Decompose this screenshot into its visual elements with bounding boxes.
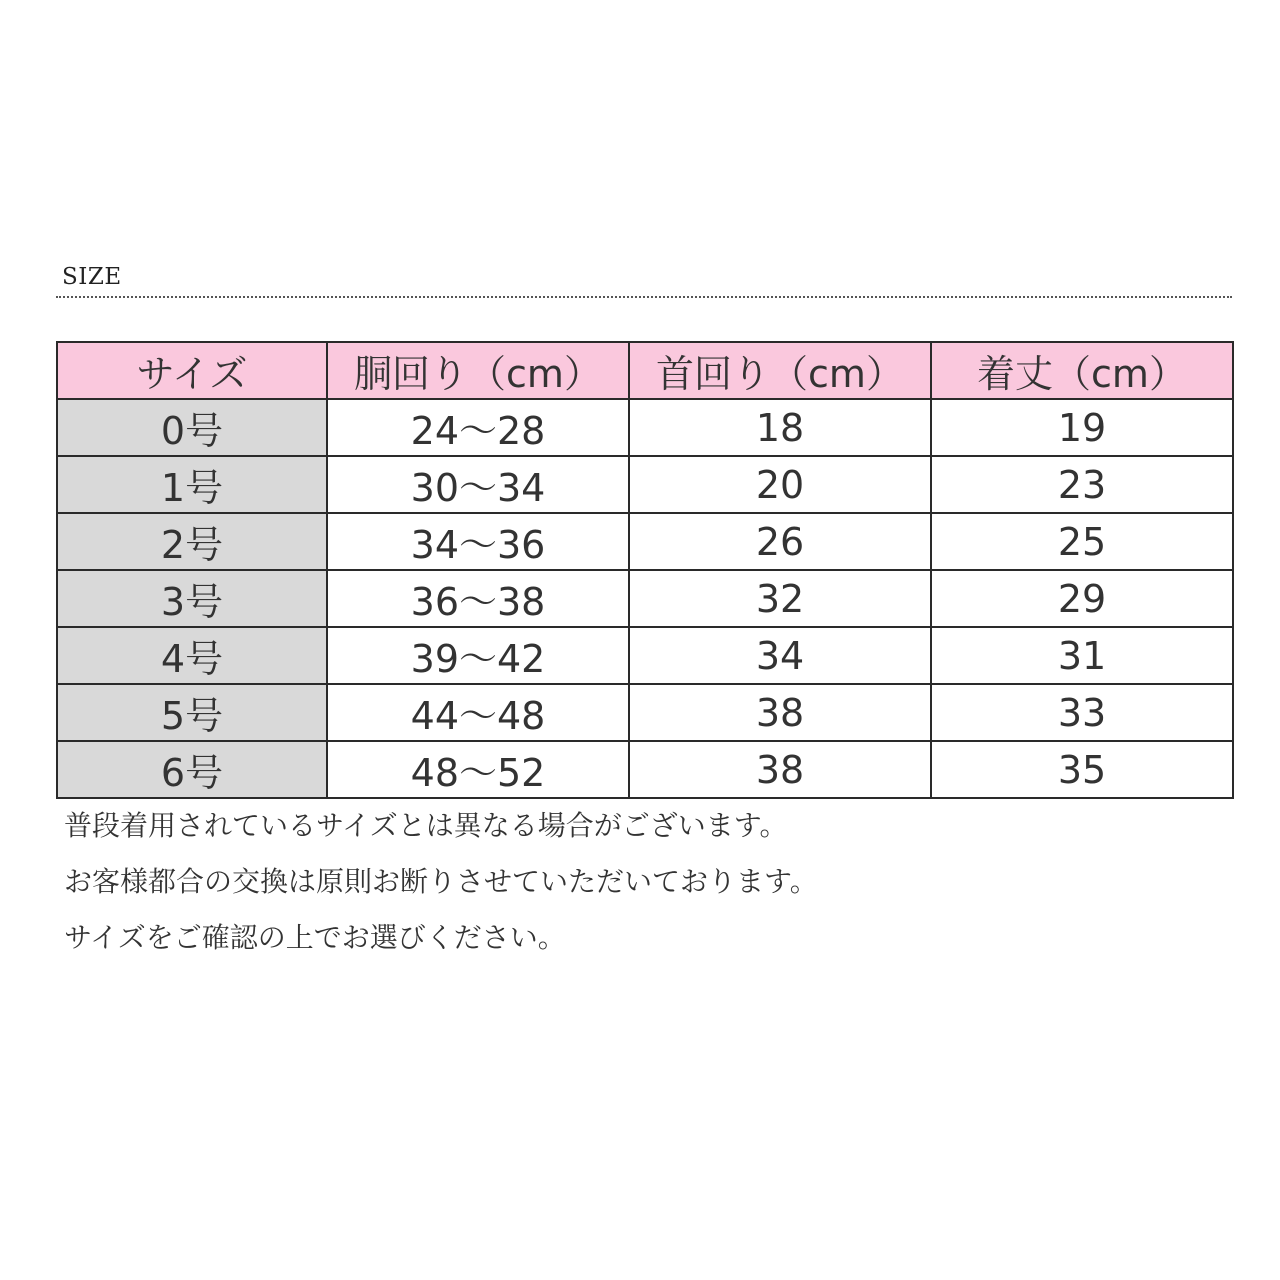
table-row — [57, 741, 1233, 798]
size-label: 3号 — [57, 570, 327, 627]
waist-value: 48～52 — [327, 741, 629, 798]
size-label: 6号 — [57, 741, 327, 798]
table-header-row — [57, 342, 1233, 399]
waist-value: 34～36 — [327, 513, 629, 570]
header-neck: 首回り（cm） — [629, 342, 931, 399]
length-value: 29 — [931, 570, 1233, 627]
table-row — [57, 627, 1233, 684]
length-value: 19 — [931, 399, 1233, 456]
size-label: 0号 — [57, 399, 327, 456]
neck-value: 38 — [629, 684, 931, 741]
neck-value: 20 — [629, 456, 931, 513]
neck-value: 38 — [629, 741, 931, 798]
size-notes — [64, 798, 1214, 966]
table-row — [57, 684, 1233, 741]
size-section-heading: SIZE — [62, 264, 122, 290]
waist-value: 36～38 — [327, 570, 629, 627]
length-value: 31 — [931, 627, 1233, 684]
waist-value: 24～28 — [327, 399, 629, 456]
length-value: 23 — [931, 456, 1233, 513]
size-label: 2号 — [57, 513, 327, 570]
length-value: 25 — [931, 513, 1233, 570]
size-label: 4号 — [57, 627, 327, 684]
neck-value: 32 — [629, 570, 931, 627]
size-label: 1号 — [57, 456, 327, 513]
size-chart-table — [56, 341, 1234, 799]
header-size: サイズ — [57, 342, 327, 399]
waist-value: 44～48 — [327, 684, 629, 741]
neck-value: 18 — [629, 399, 931, 456]
size-label: 5号 — [57, 684, 327, 741]
waist-value: 30～34 — [327, 456, 629, 513]
note-exchange-policy: お客様都合の交換は原則お断りさせていただいております。 — [64, 865, 818, 898]
length-value: 35 — [931, 741, 1233, 798]
neck-value: 34 — [629, 627, 931, 684]
table-row — [57, 570, 1233, 627]
table-row — [57, 399, 1233, 456]
header-length: 着丈（cm） — [931, 342, 1233, 399]
header-waist: 胴回り（cm） — [327, 342, 629, 399]
table-row — [57, 513, 1233, 570]
note-size-difference: 普段着用されているサイズとは異なる場合がございます。 — [64, 809, 788, 842]
length-value: 33 — [931, 684, 1233, 741]
heading-dotted-divider — [56, 296, 1232, 298]
table-row — [57, 456, 1233, 513]
waist-value: 39～42 — [327, 627, 629, 684]
note-confirm-size: サイズをご確認の上でお選びください。 — [64, 921, 566, 954]
neck-value: 26 — [629, 513, 931, 570]
